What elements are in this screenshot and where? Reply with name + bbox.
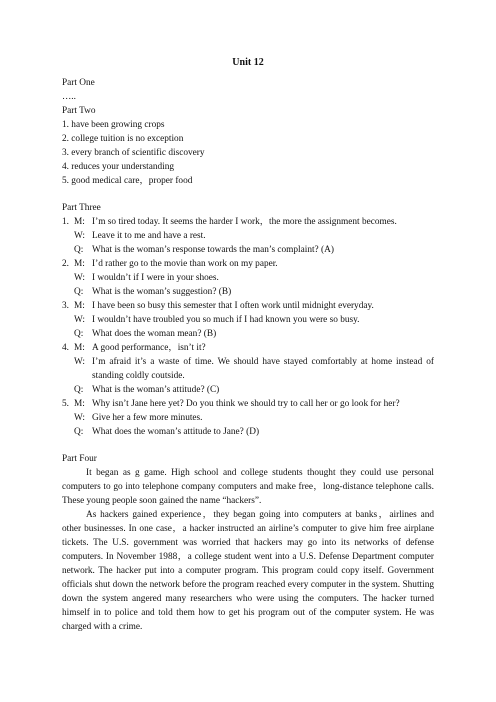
speaker-label: M: bbox=[74, 259, 85, 269]
dialog-line bbox=[62, 271, 434, 285]
dialog-line bbox=[62, 313, 434, 327]
dialog-line bbox=[62, 243, 434, 257]
part-two-item: 4. reduces your understanding bbox=[62, 162, 175, 172]
passage-paragraph: As hackers gained experience，they began going into computers at banks，airlines and other businesses. In one case，a hacker instructed an airline’s computer to give him free airplane tickets. The U.S. government was worried that hackers may go into its networks of defense computers. In November 1988，a college student went into a U.S. Defense Department computer network. The hacker put into a computer program. This program could copy itself. Government officials shut down the network before the program reached every computer in the system. Shutting down the system angered many researchers who were using the computers. The hacker turned himself in to police and told them how to get his program out of the computer system. He was charged with a crime. bbox=[62, 510, 434, 632]
dialog-line bbox=[62, 327, 434, 341]
part-one-heading: Part One bbox=[62, 78, 95, 88]
page-title: Unit 12 bbox=[232, 57, 264, 68]
dialog-text: Give her a few more minutes. bbox=[92, 413, 203, 423]
dialog-line bbox=[62, 229, 434, 243]
speaker-label: M: bbox=[74, 399, 85, 409]
dialog-number: 2. bbox=[62, 259, 69, 269]
speaker-label: W: bbox=[74, 315, 86, 325]
dialog-text: I’d rather go to the movie than work on my paper. bbox=[92, 259, 278, 269]
part-two-item: 2. college tuition is no exception bbox=[62, 134, 184, 144]
dialog-line bbox=[62, 257, 434, 271]
dialog-number bbox=[62, 229, 74, 243]
dialog-number: 5. bbox=[62, 399, 69, 409]
dialog-number bbox=[62, 243, 74, 257]
speaker-label: Q: bbox=[74, 287, 84, 297]
part-one-content: ….. bbox=[62, 92, 76, 102]
dialog-text: I’m afraid it’s a waste of time. We should have stayed comfortably at home instead of standing coldly coutside. bbox=[92, 357, 434, 381]
dialog-text: What is the woman’s attitude? (C) bbox=[92, 385, 220, 395]
speaker-label: W: bbox=[74, 413, 86, 423]
dialog-text: Leave it to me and have a rest. bbox=[92, 231, 206, 241]
part-two-item: 3. every branch of scientific discovery bbox=[62, 148, 205, 158]
dialog-number bbox=[62, 355, 74, 383]
part-two-heading: Part Two bbox=[62, 106, 96, 116]
speaker-label: Q: bbox=[74, 427, 84, 437]
speaker-label: M: bbox=[74, 343, 85, 353]
dialog-number: 3. bbox=[62, 301, 69, 311]
dialog-line bbox=[62, 397, 434, 411]
dialog-number bbox=[62, 313, 74, 327]
part-three-heading: Part Three bbox=[62, 203, 101, 213]
speaker-label: W: bbox=[74, 231, 86, 241]
passage-paragraph: It began as g game. High school and college students thought they could use personal computers to go into telephone company computers and make free，long-distance telephone calls. These young people soon gained the name “hackers”. bbox=[62, 468, 434, 506]
dialog-number bbox=[62, 285, 74, 299]
dialog-text: What is the woman’s suggestion? (B) bbox=[92, 287, 232, 297]
dialog-text: What does the woman’s attitude to Jane? (D) bbox=[92, 427, 260, 437]
part-four-heading: Part Four bbox=[62, 454, 97, 464]
speaker-label: W: bbox=[74, 273, 86, 283]
dialog-number bbox=[62, 411, 74, 425]
part-two-item: 1. have been growing crops bbox=[62, 120, 165, 130]
dialog-line bbox=[62, 355, 434, 383]
dialog-text: What is the woman’s response towards the man’s complaint? (A) bbox=[92, 245, 334, 255]
dialog-text: I wouldn’t have troubled you so much if I had known you were so busy. bbox=[92, 315, 360, 325]
dialog-line bbox=[62, 383, 434, 397]
speaker-label: Q: bbox=[74, 245, 84, 255]
dialog-number bbox=[62, 425, 74, 439]
dialog-text: I wouldn’t if I were in your shoes. bbox=[92, 273, 219, 283]
speaker-label: M: bbox=[74, 217, 85, 227]
dialog-number bbox=[62, 327, 74, 341]
dialog-number bbox=[62, 271, 74, 285]
dialog-line bbox=[62, 341, 434, 355]
dialog-text: A good performance，isn’t it? bbox=[92, 343, 206, 353]
part-two-item: 5. good medical care，proper food bbox=[62, 176, 193, 186]
part-three-dialogs bbox=[62, 215, 434, 439]
speaker-label: M: bbox=[74, 301, 85, 311]
dialog-text: I’m so tired today. It seems the harder I work，the more the assignment becomes. bbox=[92, 217, 397, 227]
speaker-label: Q: bbox=[74, 329, 84, 339]
dialog-line bbox=[62, 411, 434, 425]
dialog-text: I have been so busy this semester that I often work until midnight everyday. bbox=[92, 301, 374, 311]
dialog-number: 4. bbox=[62, 343, 69, 353]
dialog-number bbox=[62, 383, 74, 397]
dialog-text: What does the woman mean? (B) bbox=[92, 329, 217, 339]
speaker-label: Q: bbox=[74, 385, 84, 395]
dialog-number: 1. bbox=[62, 217, 69, 227]
document-page bbox=[62, 56, 434, 634]
dialog-line bbox=[62, 215, 434, 229]
dialog-line bbox=[62, 285, 434, 299]
dialog-text: Why isn’t Jane here yet? Do you think we should try to call her or go look for her? bbox=[92, 399, 400, 409]
dialog-line bbox=[62, 299, 434, 313]
dialog-line bbox=[62, 425, 434, 439]
speaker-label: W: bbox=[74, 357, 86, 367]
